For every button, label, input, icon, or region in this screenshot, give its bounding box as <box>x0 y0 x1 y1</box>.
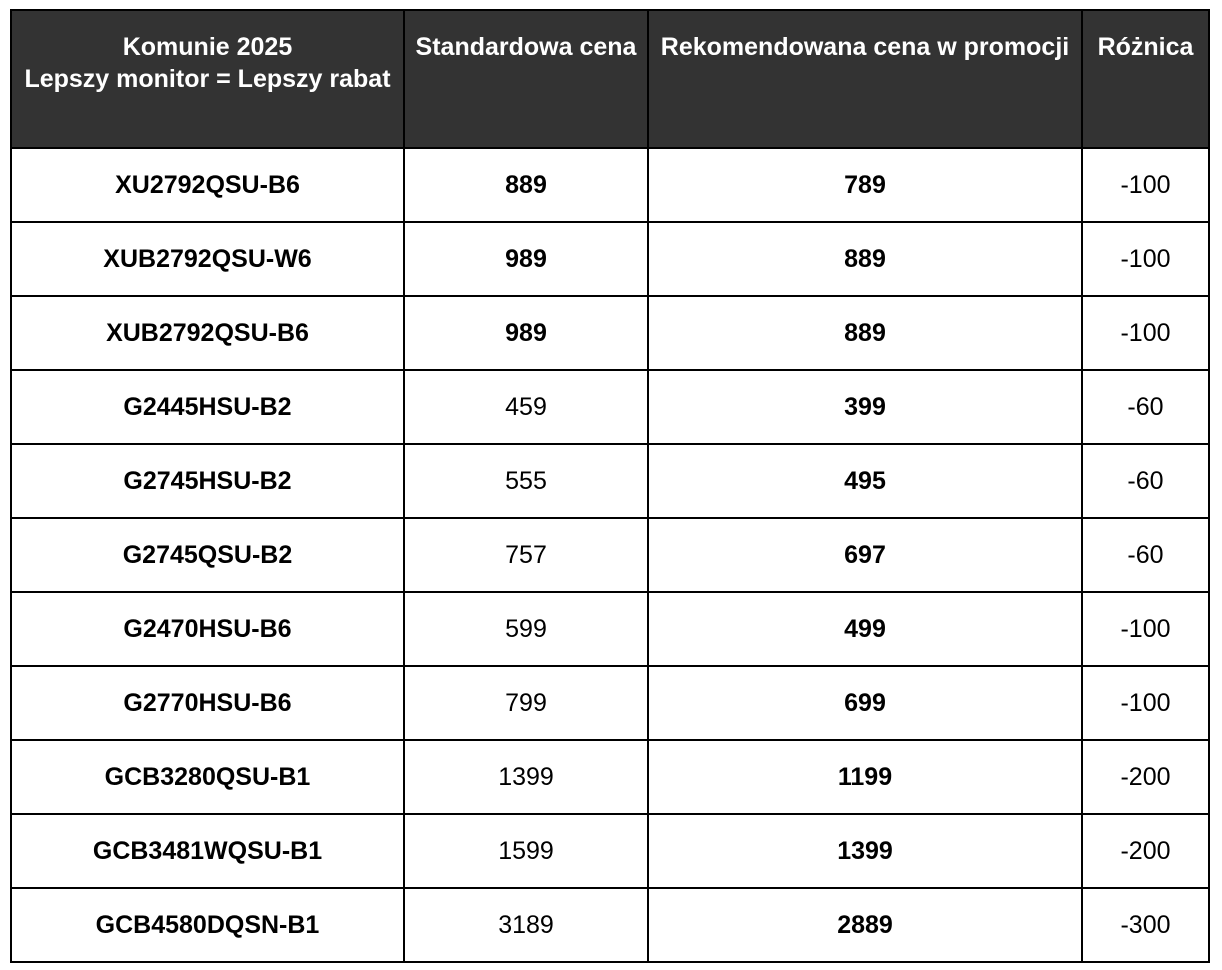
promo-price-cell: 499 <box>648 592 1082 666</box>
standard-price-cell: 757 <box>404 518 648 592</box>
header-standard-price: Standardowa cena <box>404 10 648 148</box>
model-cell: GCB3280QSU-B1 <box>11 740 404 814</box>
promo-price-cell: 697 <box>648 518 1082 592</box>
promo-price-cell: 1199 <box>648 740 1082 814</box>
difference-cell: -100 <box>1082 592 1209 666</box>
table-row <box>11 370 1209 444</box>
difference-cell: -100 <box>1082 296 1209 370</box>
model-cell: G2745QSU-B2 <box>11 518 404 592</box>
header-model-line-2: Lepszy monitor = Lepszy rabat <box>24 65 391 93</box>
table-row <box>11 814 1209 888</box>
table-header <box>11 10 1209 148</box>
difference-cell: -100 <box>1082 666 1209 740</box>
difference-cell: -200 <box>1082 740 1209 814</box>
difference-cell: -200 <box>1082 814 1209 888</box>
promo-price-cell: 1399 <box>648 814 1082 888</box>
standard-price-cell: 889 <box>404 148 648 222</box>
table-row <box>11 666 1209 740</box>
model-cell: XUB2792QSU-W6 <box>11 222 404 296</box>
model-cell: G2745HSU-B2 <box>11 444 404 518</box>
header-promo-price: Rekomendowana cena w promocji <box>648 10 1082 148</box>
standard-price-cell: 799 <box>404 666 648 740</box>
difference-cell: -300 <box>1082 888 1209 962</box>
table-row <box>11 518 1209 592</box>
table-row <box>11 740 1209 814</box>
header-row <box>11 10 1209 148</box>
standard-price-cell: 3189 <box>404 888 648 962</box>
header-model <box>11 10 404 148</box>
table-row <box>11 222 1209 296</box>
standard-price-cell: 1599 <box>404 814 648 888</box>
model-cell: G2445HSU-B2 <box>11 370 404 444</box>
model-cell: XUB2792QSU-B6 <box>11 296 404 370</box>
table-row <box>11 148 1209 222</box>
standard-price-cell: 459 <box>404 370 648 444</box>
table-row <box>11 592 1209 666</box>
promo-price-cell: 889 <box>648 222 1082 296</box>
standard-price-cell: 989 <box>404 222 648 296</box>
promo-price-cell: 699 <box>648 666 1082 740</box>
header-model-line-1: Komunie 2025 <box>122 33 293 61</box>
model-cell: GCB3481WQSU-B1 <box>11 814 404 888</box>
difference-cell: -60 <box>1082 444 1209 518</box>
promo-price-cell: 889 <box>648 296 1082 370</box>
model-cell: G2470HSU-B6 <box>11 592 404 666</box>
promo-price-cell: 789 <box>648 148 1082 222</box>
table-row <box>11 444 1209 518</box>
difference-cell: -60 <box>1082 518 1209 592</box>
standard-price-cell: 989 <box>404 296 648 370</box>
standard-price-cell: 555 <box>404 444 648 518</box>
standard-price-cell: 599 <box>404 592 648 666</box>
model-cell: GCB4580DQSN-B1 <box>11 888 404 962</box>
table-row <box>11 296 1209 370</box>
difference-cell: -60 <box>1082 370 1209 444</box>
promo-price-cell: 399 <box>648 370 1082 444</box>
table-body <box>11 148 1209 962</box>
price-table <box>10 9 1210 963</box>
promo-price-cell: 2889 <box>648 888 1082 962</box>
header-difference: Różnica <box>1082 10 1209 148</box>
model-cell: XU2792QSU-B6 <box>11 148 404 222</box>
standard-price-cell: 1399 <box>404 740 648 814</box>
difference-cell: -100 <box>1082 222 1209 296</box>
difference-cell: -100 <box>1082 148 1209 222</box>
promo-price-cell: 495 <box>648 444 1082 518</box>
table-row <box>11 888 1209 962</box>
model-cell: G2770HSU-B6 <box>11 666 404 740</box>
